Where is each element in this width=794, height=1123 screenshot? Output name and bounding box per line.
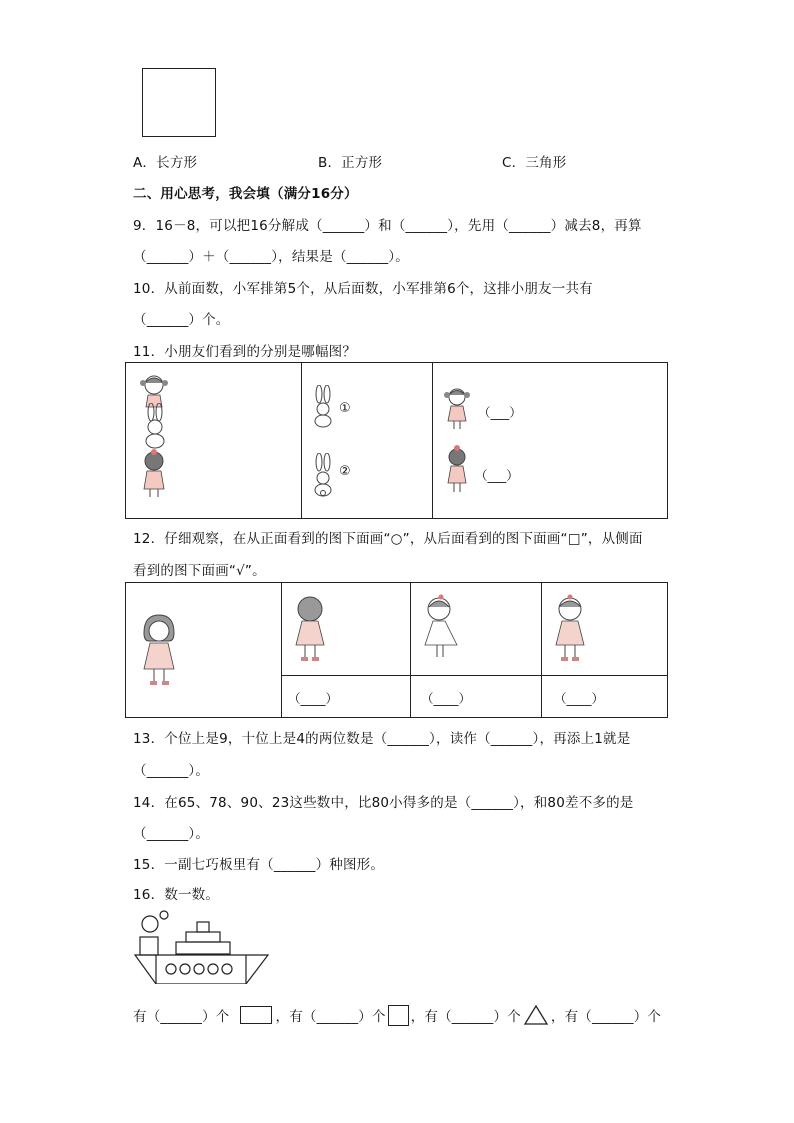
q12-line2: 看到的图下面画“√”。 bbox=[133, 563, 266, 579]
q10-line1: 10．从前面数，小军排第5个，从后面数，小军排第6个，这排小朋友一共有 bbox=[133, 281, 593, 297]
answer-blank-1[interactable]: （___） bbox=[478, 405, 522, 420]
q12-answer-cell-1 bbox=[282, 676, 411, 718]
q12-answer-cell-3 bbox=[542, 676, 668, 718]
answer-blank-3[interactable]: （____） bbox=[554, 691, 605, 706]
q16-part-3: ，有（______）个 bbox=[410, 1009, 521, 1025]
q16-part-1: 有（______）个 bbox=[133, 1009, 230, 1025]
q12-line1: 12．仔细观察，在从正面看到的图下面画“○”，从后面看到的图下面画“□”，从侧面 bbox=[133, 531, 643, 547]
q16-part-2: ，有（______）个 bbox=[275, 1009, 386, 1025]
answer-blank-2[interactable]: （____） bbox=[421, 691, 472, 706]
q16-answer-line bbox=[133, 1004, 661, 1026]
q11-cell-answers bbox=[433, 363, 668, 519]
q12-cell-girl bbox=[126, 583, 282, 718]
q16-part-4: ，有（______）个 bbox=[550, 1009, 662, 1025]
q11-text: 11．小朋友们看到的分别是哪幅图？ bbox=[133, 344, 357, 360]
q15-text: 15．一副七巧板里有（______）种图形。 bbox=[133, 857, 385, 873]
section-title: 二、用心思考，我会填（满分16分） bbox=[133, 186, 358, 202]
q14-line1: 14．在65、78、90、23这些数中，比80小得多的是（______），和80差不多的是 bbox=[133, 795, 634, 811]
boat-figure bbox=[134, 908, 270, 984]
q11-cell-rabbits bbox=[302, 363, 433, 519]
rectangle-icon bbox=[240, 1006, 272, 1024]
girl-front-icon bbox=[441, 385, 473, 433]
q9-line1: 9．16－8，可以把16分解成（______）和（______），先用（______）减去8，再算 bbox=[133, 218, 642, 234]
triangle-icon bbox=[523, 1004, 549, 1026]
rabbit-icon bbox=[140, 403, 170, 449]
girl-back-icon bbox=[441, 445, 473, 497]
q12-cell-side bbox=[411, 583, 542, 676]
q14-line2: （______）。 bbox=[133, 826, 210, 842]
q9-line2: （______）＋（______），结果是（______）。 bbox=[133, 249, 409, 265]
answer-blank-1[interactable]: （____） bbox=[288, 691, 339, 706]
q12-cell-back bbox=[282, 583, 411, 676]
label-2: ② bbox=[339, 464, 351, 479]
q12-answer-cell-2 bbox=[411, 676, 542, 718]
option-b: B．正方形 bbox=[318, 155, 383, 171]
girl-back-icon bbox=[290, 593, 330, 667]
girl-side-icon bbox=[419, 593, 463, 667]
q13-line1: 13．个位上是9，十位上是4的两位数是（______），读作（______），再添上1就是 bbox=[133, 731, 631, 747]
girl-front-icon bbox=[550, 593, 590, 667]
answer-blank-2[interactable]: （___） bbox=[475, 468, 519, 483]
rabbit-back-icon bbox=[310, 453, 336, 497]
q12-cell-front bbox=[542, 583, 668, 676]
square-figure bbox=[142, 68, 216, 137]
girl-back-icon bbox=[136, 449, 172, 501]
q12-table bbox=[125, 582, 668, 718]
square-icon bbox=[388, 1005, 409, 1026]
q16-text: 16．数一数。 bbox=[133, 887, 220, 903]
option-a: A．长方形 bbox=[133, 155, 198, 171]
option-c: C．三角形 bbox=[502, 155, 567, 171]
q13-line2: （______）。 bbox=[133, 763, 210, 779]
rabbit-front-icon bbox=[310, 385, 336, 429]
q11-cell-scene bbox=[126, 363, 302, 519]
girl-front-icon bbox=[136, 611, 182, 691]
q11-table bbox=[125, 362, 668, 519]
q10-line2: （______）个。 bbox=[133, 312, 230, 328]
label-1: ① bbox=[339, 401, 351, 416]
